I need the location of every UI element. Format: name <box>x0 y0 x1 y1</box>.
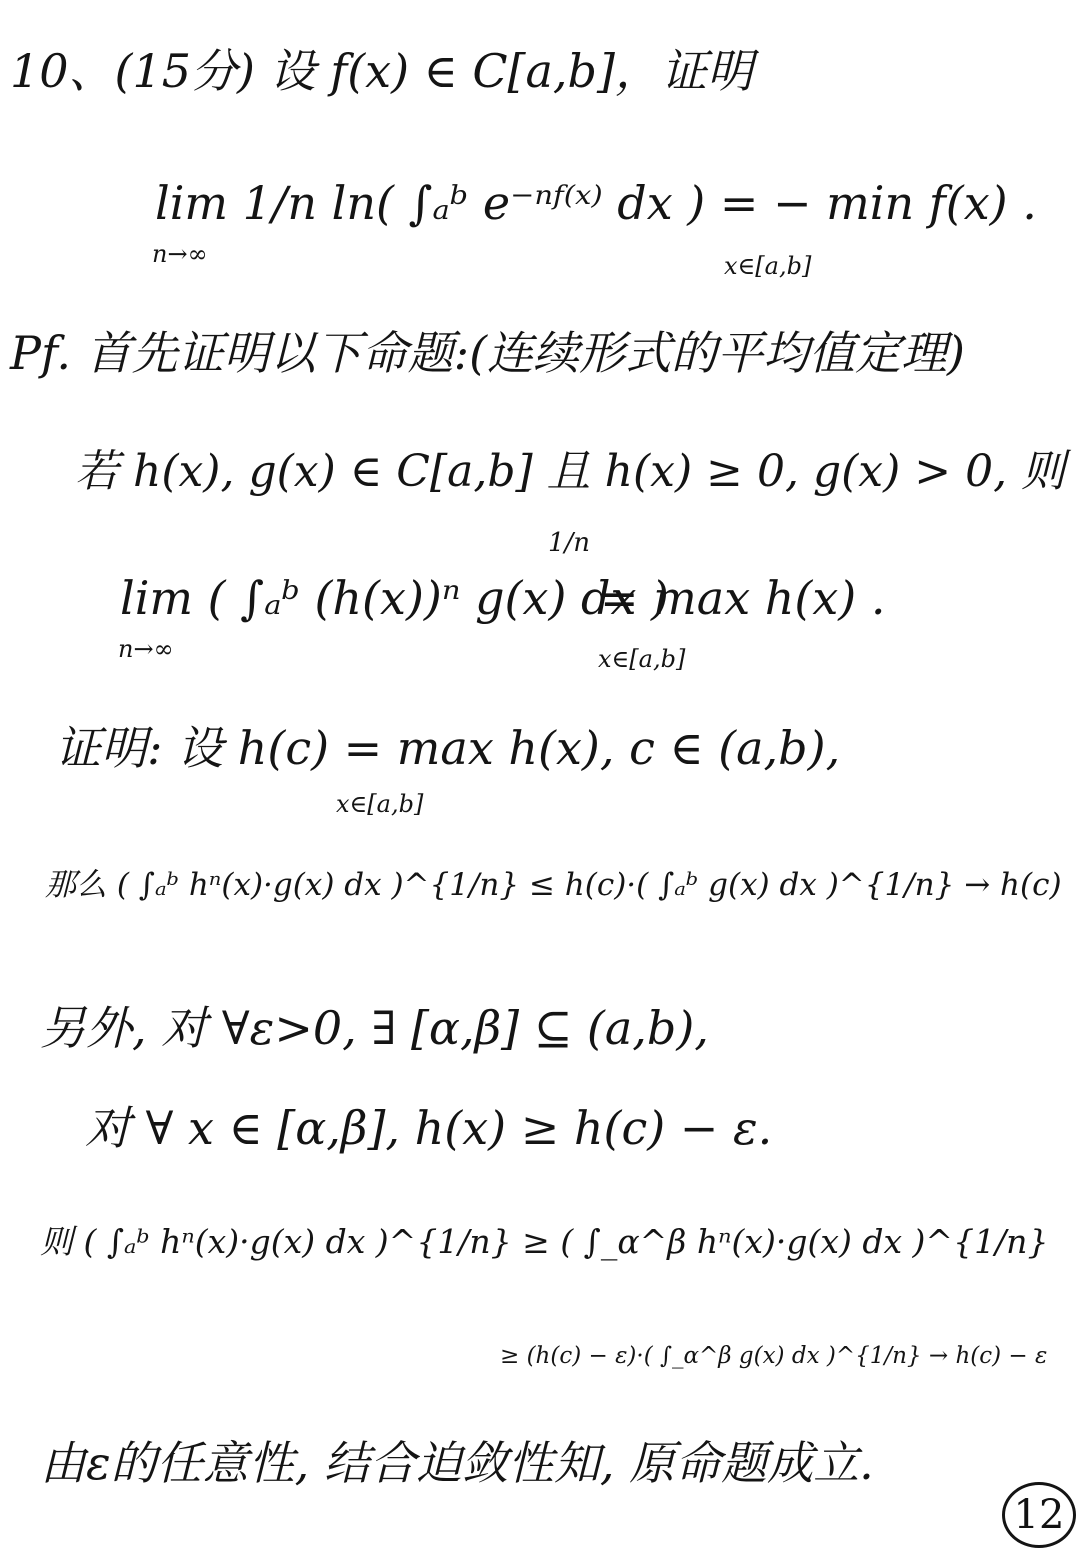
proof-step-2: 那么 ( ∫ₐᵇ hⁿ(x)·g(x) dx )^{1/n} ≤ h(c)·( ∫ₐᵇ g(x) dx )^{1/n} → h(c) <box>45 867 1062 903</box>
proof-step-4: 对 ∀ x ∈ [α,β], h(x) ≥ h(c) − ε. <box>85 1101 773 1155</box>
lemma-rhs: = max h(x) . <box>600 571 886 625</box>
problem-header: 10、(15分) 设 f(x) ∈ C[a,b]，证明 <box>10 44 753 98</box>
limit-subscript: n→∞ <box>152 240 208 268</box>
proof-step-6: ≥ (h(c) − ε)·( ∫_α^β g(x) dx )^{1/n} → h(c) − ε <box>500 1343 1048 1369</box>
lemma-condition: 若 h(x), g(x) ∈ C[a,b] 且 h(x) ≥ 0, g(x) > 0, 则 <box>75 446 1066 497</box>
proof-step-1: 证明: 设 h(c) = max h(x), c ∈ (a,b), <box>55 721 841 775</box>
step1-subscript: x∈[a,b] <box>336 790 424 818</box>
lemma-exponent: 1/n <box>548 528 591 558</box>
min-subscript: x∈[a,b] <box>724 252 812 280</box>
page-number: 12 <box>1002 1482 1076 1548</box>
lemma-limit-subscript: n→∞ <box>118 635 174 663</box>
lemma-formula: lim ( ∫ₐᵇ (h(x))ⁿ g(x) dx ) <box>120 571 669 625</box>
proof-step-5: 则 ( ∫ₐᵇ hⁿ(x)·g(x) dx )^{1/n} ≥ ( ∫_α^β hⁿ(x)·g(x) dx )^{1/n} <box>40 1222 1049 1261</box>
proof-intro: Pf. 首先证明以下命题:(连续形式的平均值定理) <box>10 326 965 380</box>
lemma-max-subscript: x∈[a,b] <box>598 645 686 673</box>
problem-formula: lim 1/n ln( ∫ₐᵇ e⁻ⁿᶠ⁽ˣ⁾ dx ) = − min f(x) . <box>155 176 1037 230</box>
proof-conclusion: 由ε的任意性, 结合迫敛性知, 原命题成立. <box>40 1436 874 1490</box>
proof-step-3: 另外, 对 ∀ε>0, ∃ [α,β] ⊆ (a,b), <box>40 1001 709 1055</box>
